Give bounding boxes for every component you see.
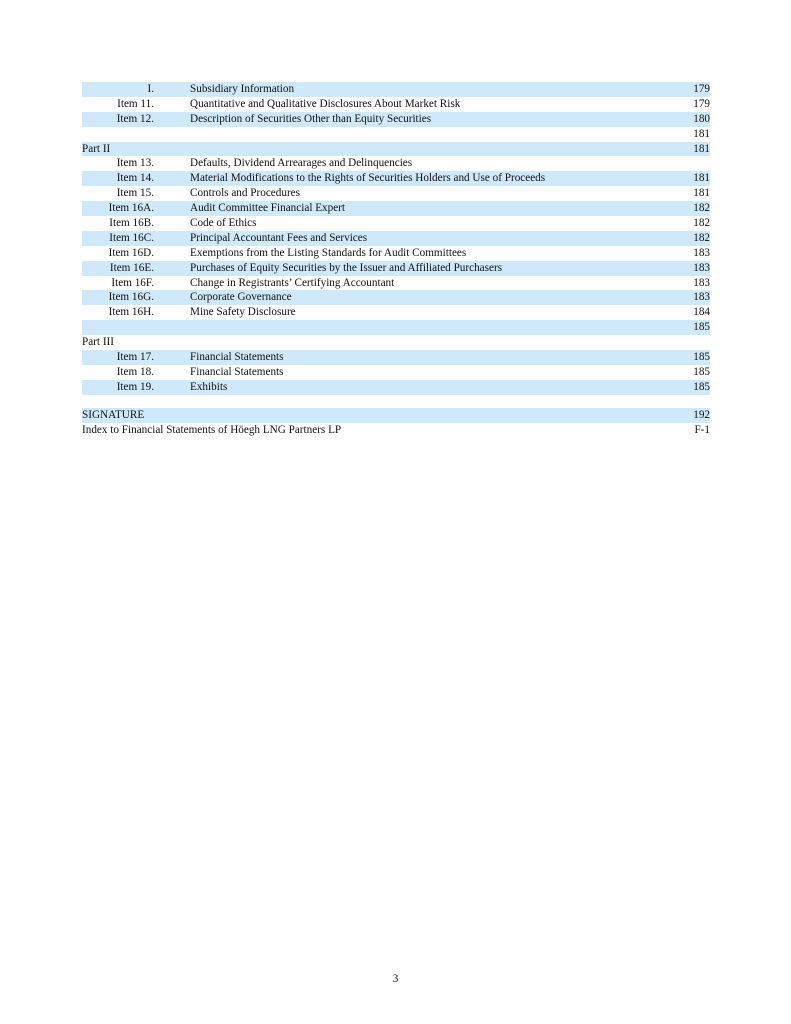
toc-item-number: Item 16H. [108,306,154,319]
toc-item-number: Item 18. [116,365,154,378]
table-of-contents [82,82,710,437]
toc-part-row[interactable] [82,335,710,350]
toc-row[interactable] [82,216,710,231]
toc-page-number[interactable]: 181 [693,127,710,140]
toc-spacer [82,395,710,408]
toc-page-number[interactable]: 181 [693,187,710,200]
toc-item-title[interactable]: Material Modifications to the Rights of Securities Holders and Use of Proceeds [190,172,546,185]
toc-page-number[interactable]: 185 [693,351,710,364]
toc-page-number[interactable]: 192 [693,408,710,421]
toc-item-title[interactable]: Purchases of Equity Securities by the Issuer and Affiliated Purchasers [190,261,503,274]
toc-item-title[interactable]: Change in Registrants’ Certifying Accountant [190,276,395,289]
toc-item-number: Item 16E. [109,261,154,274]
toc-item-title[interactable]: Controls and Procedures [190,187,300,200]
toc-item-title[interactable]: Audit Committee Financial Expert [190,202,346,215]
toc-item-number: Item 14. [116,172,154,185]
toc-row[interactable] [82,127,710,142]
toc-page-number[interactable]: 182 [693,217,710,230]
toc-row[interactable] [82,320,710,335]
toc-part-heading[interactable]: Part II [82,142,111,155]
toc-item-number: Item 13. [116,157,154,170]
toc-item-number: Item 15. [116,187,154,200]
toc-row[interactable] [82,82,710,97]
toc-row[interactable] [82,380,710,395]
toc-item-title[interactable]: Defaults, Dividend Arrearages and Delinquencies [190,157,413,170]
toc-row[interactable] [82,156,710,171]
toc-page-number[interactable]: 183 [693,261,710,274]
toc-row[interactable] [82,261,710,276]
toc-page-number[interactable]: 185 [693,380,710,393]
toc-row[interactable] [82,305,710,320]
toc-row[interactable] [82,290,710,305]
toc-item-number: Item 11. [117,97,154,110]
toc-item-number: Item 12. [116,112,154,125]
toc-row[interactable] [82,186,710,201]
toc-row[interactable] [82,276,710,291]
toc-row[interactable] [82,97,710,112]
toc-item-title[interactable]: Quantitative and Qualitative Disclosures About Market Risk [190,97,461,110]
toc-row[interactable] [82,112,710,127]
toc-item-title[interactable]: Mine Safety Disclosure [190,306,296,319]
toc-row[interactable] [82,171,710,186]
toc-part-row[interactable] [82,142,710,157]
toc-page-number[interactable]: 185 [693,365,710,378]
toc-row[interactable] [82,350,710,365]
toc-financial-index-link[interactable]: Index to Financial Statements of Höegh LNG Partners LP [82,423,342,436]
toc-item-number: Item 17. [116,351,154,364]
toc-item-title[interactable]: Description of Securities Other than Equity Securities [190,112,432,125]
toc-row[interactable] [82,246,710,261]
toc-item-title[interactable]: Code of Ethics [190,217,257,230]
toc-page-number[interactable]: 183 [693,246,710,259]
toc-page-number[interactable]: 179 [693,97,710,110]
toc-page-number[interactable]: F-1 [694,423,710,436]
toc-item-number: Item 16D. [108,246,154,259]
toc-row[interactable] [82,423,710,438]
page-number: 3 [392,973,399,985]
toc-item-number: Item 16G. [108,291,154,304]
toc-row[interactable] [82,231,710,246]
toc-page-number[interactable]: 179 [693,83,710,95]
toc-page-number[interactable]: 185 [693,321,710,334]
toc-item-number: Item 16B. [109,217,154,230]
toc-item-number: Item 16C. [109,231,154,244]
toc-signature-link[interactable]: SIGNATURE [82,408,145,421]
toc-item-title[interactable]: Exhibits [190,380,228,393]
toc-page-number[interactable]: 180 [693,112,710,125]
toc-item-title[interactable]: Principal Accountant Fees and Services [190,231,368,244]
toc-page-number[interactable]: 182 [693,202,710,215]
toc-page-number[interactable]: 183 [693,291,710,304]
toc-item-title[interactable]: Corporate Governance [190,291,292,304]
toc-part-heading[interactable]: Part III [82,336,114,349]
toc-page-number[interactable]: 181 [693,142,710,155]
toc-item-number: Item 16A. [108,202,154,215]
toc-row[interactable] [82,408,710,423]
toc-item-title[interactable]: Subsidiary Information [190,83,295,95]
toc-item-title[interactable]: Financial Statements [190,365,284,378]
toc-page-number[interactable]: 181 [693,172,710,185]
toc-item-title[interactable]: Financial Statements [190,351,284,364]
toc-item-number: Item 19. [116,380,154,393]
toc-row[interactable] [82,365,710,380]
toc-page-number[interactable]: 182 [693,231,710,244]
toc-row[interactable] [82,201,710,216]
toc-page-number[interactable]: 184 [693,306,710,319]
toc-page-number[interactable]: 183 [693,276,710,289]
toc-item-title[interactable]: Exemptions from the Listing Standards for Audit Committees [190,246,467,259]
toc-item-number: Item 16F. [111,276,154,289]
toc-item-number: I. [147,83,154,95]
